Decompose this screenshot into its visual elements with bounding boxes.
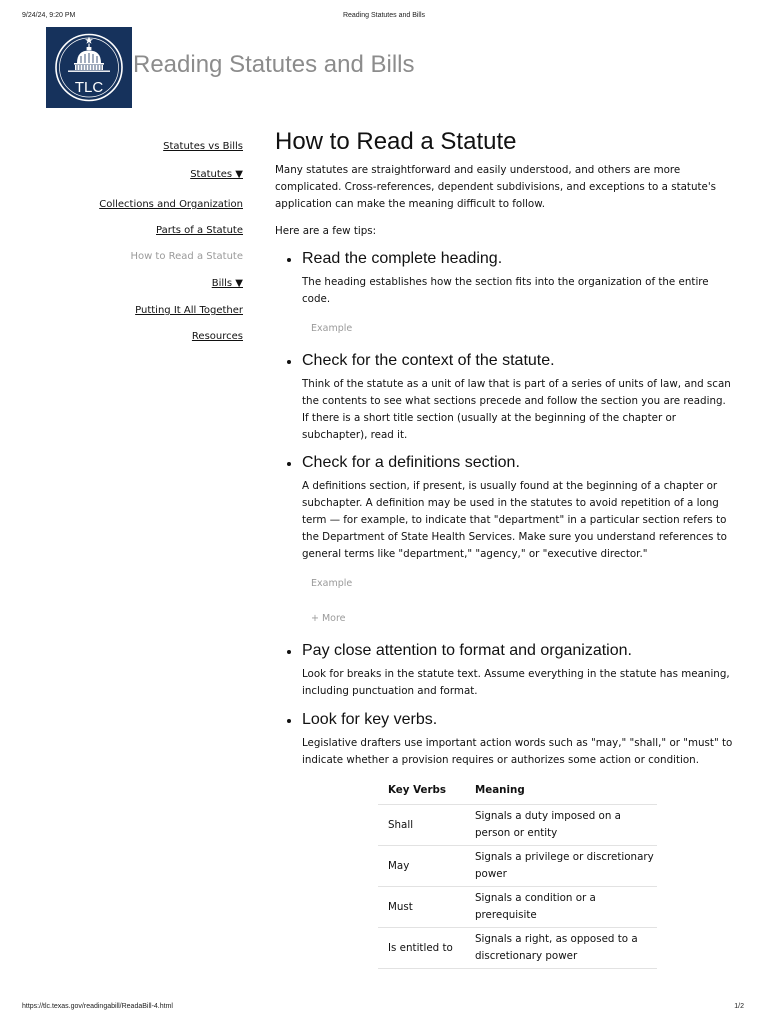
nav-putting-it-all-together[interactable]: Putting It All Together [135,305,243,316]
key-verbs-table [378,776,657,969]
print-datetime: 9/24/24, 9:20 PM [22,12,76,19]
tip-heading: Read the complete heading. [302,250,503,267]
bullet-icon [287,650,291,654]
print-doc-title: Reading Statutes and Bills [342,12,426,19]
tip-heading: Pay close attention to format and organization. [302,642,632,659]
print-page-number: 1/2 [734,1003,744,1010]
tips-intro: Here are a few tips: [275,225,377,237]
nav-how-to-read-a-statute[interactable]: How to Read a Statute [130,251,243,262]
bullet-icon [287,462,291,466]
key-verb-cell: Must [378,887,465,928]
meaning-cell: Signals a duty imposed on a person or entity [465,805,657,846]
key-verb-cell: Is entitled to [378,928,465,969]
key-verb-cell: May [378,846,465,887]
print-url: https://tlc.texas.gov/readingabill/ReadaBill-4.html [22,1003,173,1010]
page-title: How to Read a Statute [275,128,517,155]
meaning-cell: Signals a privilege or discretionary power [465,846,657,887]
tip-body: Look for breaks in the statute text. Assume everything in the statute has meaning, including punctuation and format. [302,668,730,697]
tip-body: A definitions section, if present, is usually found at the beginning of a chapter or subchapter. A definition may be used in the statutes to avoid repetition of a long term — for example, to indicate that "department" in a particular section refers to the Department of State Health Services. Make sure you understand references to general terms like "department," "agency," or "executive director." [302,480,727,560]
logo-text: TLC [74,79,104,96]
tip-heading: Check for a definitions section. [302,454,520,471]
more-toggle[interactable]: + More [311,613,346,624]
site-title: Reading Statutes and Bills [133,51,415,78]
nav-bills[interactable]: Bills ▼ [211,278,243,289]
meaning-cell: Signals a right, as opposed to a discretionary power [465,928,657,969]
column-header-meaning: Meaning [465,776,657,805]
nav-statutes-vs-bills[interactable]: Statutes vs Bills [163,141,243,152]
capitol-dome-icon [46,27,132,108]
table-row [378,805,657,846]
table-header-row [378,776,657,805]
nav-statutes[interactable]: Statutes ▼ [190,169,243,180]
tip-body: Think of the statute as a unit of law that is part of a series of units of law, and scan the contents to see what sections precede and follow the section you are reading. If there is a short title section (usually at the beginning of the chapter or subchapter), read it. [302,378,731,441]
nav-resources[interactable]: Resources [191,331,243,342]
example-toggle[interactable]: Example [311,323,353,334]
bullet-icon [287,719,291,723]
nav-collections-and-organization[interactable]: Collections and Organization [99,199,243,210]
key-verb-cell: Shall [378,805,465,846]
bullet-icon [287,360,291,364]
bullet-icon [287,258,291,262]
tip-body: Legislative drafters use important action words such as "may," "shall," or "must" to indicate whether a provision requires or authorizes some action or condition. [302,737,733,766]
table-row [378,846,657,887]
tlc-logo[interactable] [46,27,132,108]
tip-body: The heading establishes how the section fits into the organization of the entire code. [302,276,709,305]
tip-heading: Check for the context of the statute. [302,352,555,369]
table-row [378,887,657,928]
intro-paragraph: Many statutes are straightforward and easily understood, and others are more complicated. Cross-references, dependent subdivisions, and exceptions to a statute's application can make the meaning difficult to follow. [275,164,717,210]
table-row [378,928,657,969]
tip-heading: Look for key verbs. [302,711,438,728]
column-header-key-verbs: Key Verbs [378,776,465,805]
meaning-cell: Signals a condition or a prerequisite [465,887,657,928]
example-toggle[interactable]: Example [311,578,353,589]
nav-parts-of-a-statute[interactable]: Parts of a Statute [156,225,243,236]
